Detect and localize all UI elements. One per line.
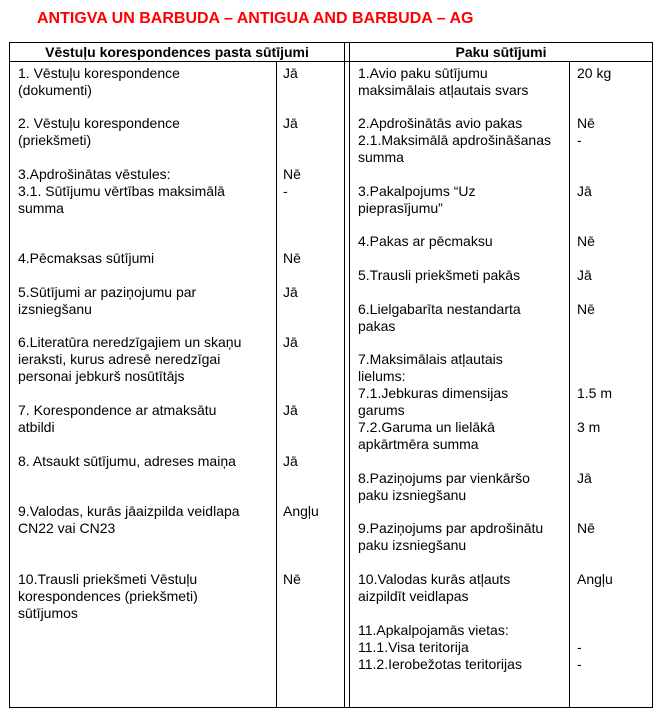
- parcel-row-5-value: Jā: [577, 267, 592, 283]
- parcel-row-7-label: 7.Maksimālais atļautais lielums: 7.1.Jebkuras dimensijas garums 7.2.Garuma un lielākā apkārtmēra summa: [358, 351, 509, 452]
- parcel-row-8-value: Jā: [577, 470, 592, 486]
- letter-row-9-label: 9.Valodas, kurās jāaizpilda veidlapa CN22 vai CN23: [18, 503, 240, 536]
- parcel-row-10-label: 10.Valodas kurās atļauts aizpildīt veidlapas: [358, 571, 511, 604]
- parcel-row-6-label: 6.Lielgabarīta nestandarta pakas: [358, 301, 521, 334]
- parcel-row-3-label: 3.Pakalpojums “Uz pieprasījumu”: [358, 183, 476, 216]
- letter-row-10-value: Nē: [283, 571, 301, 587]
- letter-row-7-value: Jā: [283, 402, 298, 418]
- right-panel-value-divider: [569, 61, 570, 707]
- parcel-row-8-label: 8.Paziņojums par vienkāršo paku izsniegšanu: [358, 470, 530, 503]
- parcel-row-9-value: Nē: [577, 520, 595, 536]
- left-panel-right-border: [344, 42, 345, 708]
- parcel-row-1-value: 20 kg: [577, 65, 612, 81]
- letter-row-5-value: Jā: [283, 284, 298, 300]
- left-column-header: Vēstuļu korespondences pasta sūtījumi: [45, 44, 309, 60]
- letter-row-4-label: 4.Pēcmaksas sūtījumi: [18, 250, 155, 266]
- table-left-border: [9, 42, 10, 708]
- letter-row-5-label: 5.Sūtījumi ar paziņojumu par izsniegšanu: [18, 284, 197, 317]
- letter-row-6-value: Jā: [283, 334, 298, 350]
- left-panel-value-divider: [276, 61, 277, 707]
- right-column-header: Paku sūtījumi: [455, 44, 547, 60]
- parcel-row-4-value: Nē: [577, 233, 595, 249]
- letter-row-6-label: 6.Literatūra neredzīgajiem un skaņu ieraksti, kurus adresē neredzīgai personai jebkurš nosūtītājs: [18, 334, 242, 384]
- page-title: ANTIGVA UN BARBUDA – ANTIGUA AND BARBUDA – AG: [37, 10, 474, 27]
- letter-row-3-value: Nē -: [283, 166, 301, 199]
- letter-row-2-value: Jā: [283, 115, 298, 131]
- parcel-row-7-value: 1.5 m 3 m: [577, 385, 613, 435]
- letter-row-10-label: 10.Trausli priekšmeti Vēstuļu korespondences (priekšmeti) sūtījumos: [18, 571, 198, 621]
- parcel-row-11-value: - -: [577, 639, 582, 672]
- parcel-row-5-label: 5.Trausli priekšmeti pakās: [358, 267, 521, 283]
- letter-row-8-label: 8. Atsaukt sūtījumu, adreses maiņa: [18, 453, 236, 469]
- parcel-row-9-label: 9.Paziņojums par apdrošinātu paku izsniegšanu: [358, 520, 544, 553]
- parcel-row-1-label: 1.Avio paku sūtījumu maksimālais atļautais svars: [358, 65, 529, 98]
- letter-row-1-label: 1. Vēstuļu korespondence (dokumenti): [18, 65, 180, 98]
- letter-row-9-value: Angļu: [283, 503, 319, 519]
- letter-row-8-value: Jā: [283, 453, 298, 469]
- letter-row-4-value: Nē: [283, 250, 301, 266]
- letter-row-2-label: 2. Vēstuļu korespondence (priekšmeti): [18, 115, 180, 148]
- letter-row-7-label: 7. Korespondence ar atmaksātu atbildi: [18, 402, 217, 435]
- table-bottom-border: [9, 707, 653, 708]
- right-panel-left-border: [349, 42, 350, 708]
- parcel-row-4-label: 4.Pakas ar pēcmaksu: [358, 233, 493, 249]
- parcel-row-6-value: Nē: [577, 301, 595, 317]
- table-top-border: [9, 42, 653, 43]
- letter-row-3-label: 3.Apdrošinātas vēstules: 3.1. Sūtījumu vērtības maksimālā summa: [18, 166, 225, 216]
- parcel-row-3-value: Jā: [577, 183, 592, 199]
- parcel-row-2-label: 2.Apdrošinātās avio pakas 2.1.Maksimālā apdrošināšanas summa: [358, 115, 551, 165]
- parcel-row-10-value: Angļu: [577, 571, 613, 587]
- letter-row-1-value: Jā: [283, 65, 298, 81]
- header-bottom-border: [9, 61, 653, 62]
- table-right-border: [652, 42, 653, 708]
- parcel-row-11-label: 11.Apkalpojamās vietas: 11.1.Visa teritorija 11.2.Ierobežotas teritorijas: [358, 622, 522, 672]
- parcel-row-2-value: Nē -: [577, 115, 595, 148]
